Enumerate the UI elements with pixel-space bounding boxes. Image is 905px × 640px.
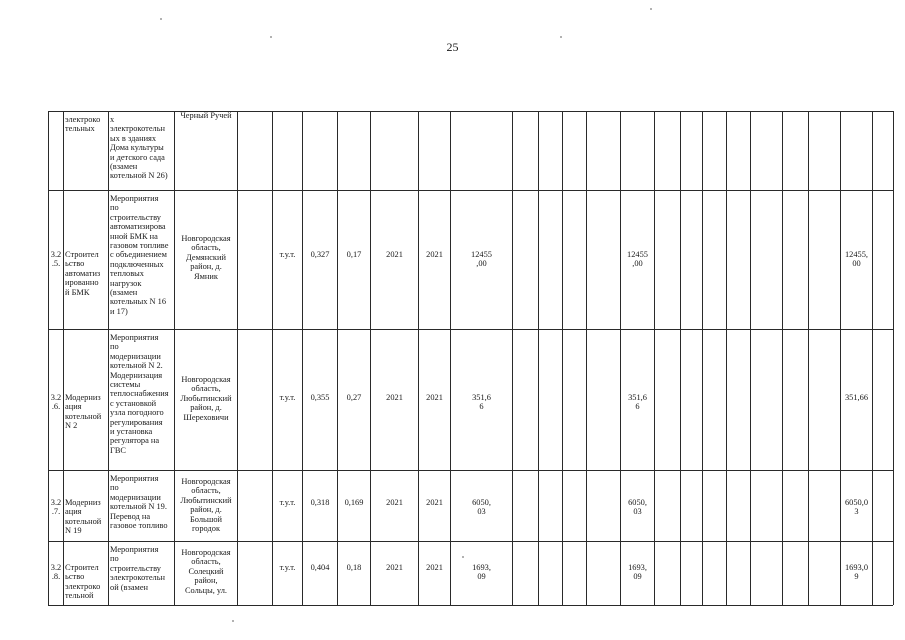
table-cell-name: электроко тельных [65,115,101,134]
table-cell-amount-b: 351,6 6 [628,393,647,412]
table-cell-v2: 0,17 [346,250,362,259]
table-cell-location: Новгородская область, Демянский район, д. Ямник [181,234,231,281]
table-cell-v1: 0,355 [310,393,330,402]
table-cell-amount-b: 6050, 03 [628,498,647,517]
scan-speck [160,18,162,20]
table-cell-amount-b: 12455 ,00 [627,250,648,269]
table-cell-amount-b: 1693, 09 [628,563,647,582]
table-column-line [63,111,64,605]
page-number: 25 [446,40,459,54]
table-row-line [48,111,893,112]
table-column-line [872,111,873,605]
table-column-line [840,111,841,605]
scan-speck [560,36,562,38]
scan-speck [650,8,652,10]
table-cell-index: 3.2 .7. [50,498,62,517]
table-cell-location: Черный Ручей [180,111,232,120]
scan-speck [232,620,234,622]
table-cell-description: Мероприятия по строительству электрокотельн ой (взамен [110,545,166,592]
table-column-line [302,111,303,605]
table-cell-y1: 2021 [386,393,403,402]
table-cell-description: Мероприятия по строительству автоматизирова нной БМК на газовом топливе с объединением подключенных тепловых нагрузок (взамен котельных N 16 и 17) [110,194,169,316]
table-cell-description: Мероприятия по модернизации котельной N 19. Перевод на газовое топливо [110,474,168,531]
table-cell-amount-total: 12455, 00 [844,250,869,269]
table-cell-index: 3.2 .8. [50,563,62,582]
table-cell-name: Модерниз ация котельной N 2 [65,393,102,431]
table-column-line [808,111,809,605]
table-column-line [237,111,238,605]
table-cell-description: Мероприятия по модернизации котельной N 2. Модернизация системы теплоснабжения с установкой узла погодного регулирования и установка регулятора на ГВС [110,333,169,455]
table-cell-name: Строител ьство автоматиз ированно й БМК [65,250,101,297]
table-row-line [48,541,893,542]
table-cell-description: х электрокотельн ых в зданиях Дома культуры и детского сада (взамен котельной N 26) [110,115,168,181]
table-column-line [562,111,563,605]
table-cell-amount-a: 351,6 6 [472,393,491,412]
table-cell-y2: 2021 [426,250,443,259]
table-column-line [370,111,371,605]
table-column-line [620,111,621,605]
table-cell-v1: 0,327 [310,250,330,259]
table-column-line [337,111,338,605]
table-cell-y2: 2021 [426,563,443,572]
table-column-line [108,111,109,605]
scan-speck [462,556,464,558]
table-cell-name: Строител ьство электроко тельной [65,563,101,601]
table-row-line [48,470,893,471]
table-cell-location: Новгородская область, Любытинский район, д. Большой городок [180,477,232,534]
table-cell-amount-a: 6050, 03 [472,498,491,517]
table-cell-unit: т.у.т. [279,498,296,507]
table-cell-v2: 0,27 [346,393,362,402]
table-column-line [702,111,703,605]
table-row-line [48,329,893,330]
table-cell-y1: 2021 [386,250,403,259]
table-column-line [680,111,681,605]
table-cell-unit: т.у.т. [279,393,296,402]
table-column-line [538,111,539,605]
table-cell-amount-total: 1693,0 9 [844,563,869,582]
table-column-line [893,111,894,605]
table-cell-y2: 2021 [426,498,443,507]
table-row-line [48,605,893,606]
table-cell-v2: 0,169 [344,498,364,507]
table-column-line [654,111,655,605]
table-column-line [750,111,751,605]
table-cell-y2: 2021 [426,393,443,402]
table-column-line [726,111,727,605]
table-cell-name: Модерниз ация котельной N 19 [65,498,102,536]
table-cell-v1: 0,318 [310,498,330,507]
table-column-line [174,111,175,605]
table-cell-y1: 2021 [386,498,403,507]
table-cell-amount-a: 12455 ,00 [471,250,492,269]
table-cell-v2: 0,18 [346,563,362,572]
table-cell-index: 3.2 .5. [50,250,62,269]
table-cell-amount-total: 351,66 [844,393,869,402]
table-column-line [272,111,273,605]
table-column-line [418,111,419,605]
table-cell-location: Новгородская область, Солецкий район, Сольцы, ул. [181,548,231,595]
table-cell-amount-total: 6050,0 3 [844,498,869,517]
table-cell-unit: т.у.т. [279,250,296,259]
table-column-line [586,111,587,605]
table-column-line [48,111,49,605]
table-cell-index: 3.2 .6. [50,393,62,412]
scan-speck [270,36,272,38]
table-column-line [512,111,513,605]
table-column-line [782,111,783,605]
table-cell-location: Новгородская область, Любытинский район, д. Шереховичи [180,375,232,422]
table-column-line [450,111,451,605]
table-cell-amount-a: 1693, 09 [472,563,491,582]
table-cell-unit: т.у.т. [279,563,296,572]
table-cell-v1: 0,404 [310,563,330,572]
table-cell-y1: 2021 [386,563,403,572]
table-row-line [48,190,893,191]
